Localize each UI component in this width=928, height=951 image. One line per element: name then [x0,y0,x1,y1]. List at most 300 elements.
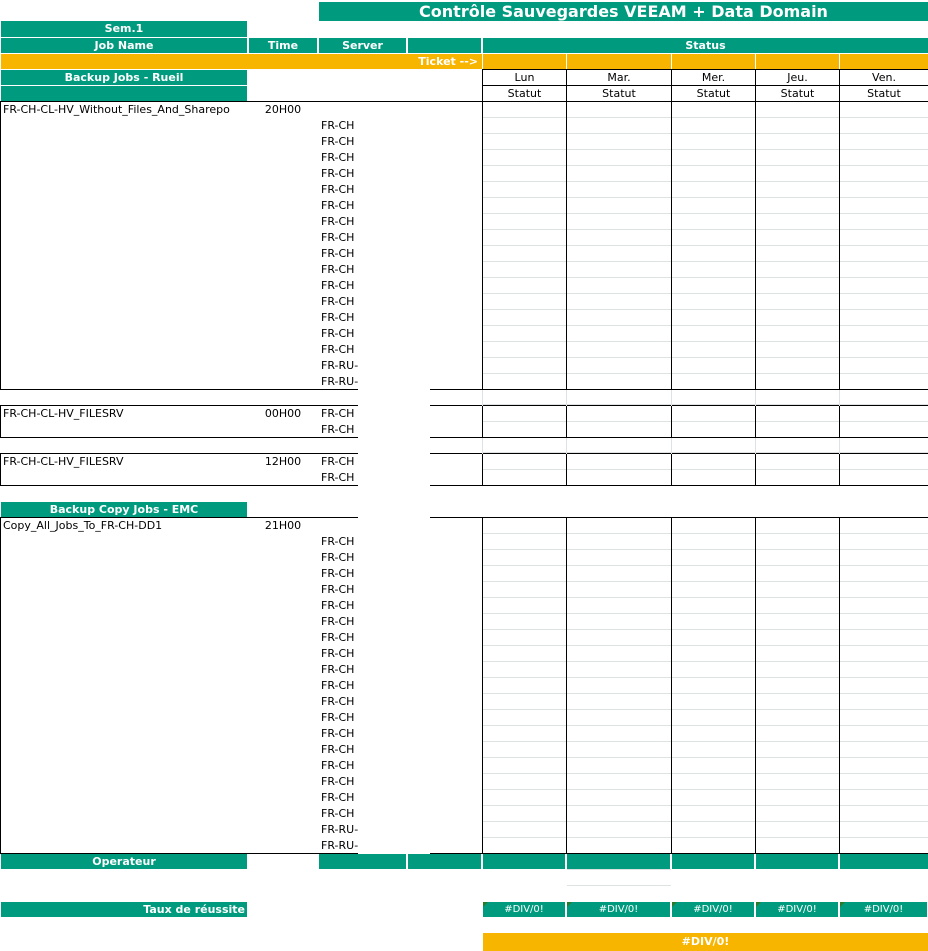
operateur-mer-cell[interactable] [672,854,754,869]
day-header: Ven. [872,71,896,84]
server-name: FR-CH [321,535,355,548]
status-cell[interactable] [483,838,565,853]
status-cell[interactable] [840,134,927,149]
status-cell[interactable] [756,102,838,117]
server-name: FR-CH [321,711,355,724]
operateur-jeu-cell[interactable] [756,854,838,869]
day-success-rate: #DIV/0! [567,902,670,917]
status-cell[interactable] [567,134,670,149]
job-name: FR-CH-CL-HV_Without_Files_And_Sharepo [3,103,230,116]
status-cell[interactable] [483,566,565,581]
status-cell[interactable] [756,566,838,581]
status-cell[interactable] [672,406,754,421]
status-cell[interactable] [672,310,754,325]
status-cell[interactable] [672,134,754,149]
server-name: FR-CH [321,583,355,596]
status-cell[interactable] [756,262,838,277]
status-cell[interactable] [840,342,927,357]
week-label: Sem.1 [1,21,247,37]
status-cell[interactable] [672,326,754,341]
status-cell[interactable] [483,358,565,373]
status-cell[interactable] [483,294,565,309]
server-name: FR-CH [321,455,355,468]
status-cell[interactable] [756,646,838,661]
status-cell[interactable] [672,806,754,821]
status-cell[interactable] [840,630,927,645]
status-cell[interactable] [672,710,754,725]
job-time: 20H00 [264,103,302,116]
status-cell[interactable] [567,838,670,853]
status-cell[interactable] [840,614,927,629]
status-cell[interactable] [840,758,927,773]
status-cell[interactable] [567,630,670,645]
status-cell[interactable] [840,566,927,581]
status-cell[interactable] [672,470,754,485]
status-cell[interactable] [483,678,565,693]
server-name: FR-CH [321,791,355,804]
status-cell[interactable] [840,646,927,661]
server-name: FR-CH [321,279,355,292]
header-time: Time [249,38,317,53]
status-cell[interactable] [756,726,838,741]
status-cell[interactable] [567,518,670,533]
status-cell[interactable] [483,310,565,325]
status-cell[interactable] [672,214,754,229]
status-cell[interactable] [483,246,565,261]
status-cell[interactable] [840,294,927,309]
status-cell[interactable] [483,326,565,341]
status-cell[interactable] [840,470,927,485]
status-cell[interactable] [840,662,927,677]
server-name: FR-CH [321,471,355,484]
day-success-rate: #DIV/0! [672,902,754,917]
status-cell[interactable] [672,790,754,805]
status-cell[interactable] [840,822,927,837]
status-cell[interactable] [840,582,927,597]
status-cell[interactable] [840,598,927,613]
status-cell[interactable] [672,678,754,693]
status-cell[interactable] [672,262,754,277]
status-cell[interactable] [672,294,754,309]
status-cell[interactable] [483,118,565,133]
sheet-title: Contrôle Sauvegardes VEEAM + Data Domain [319,2,928,21]
status-cell[interactable] [567,150,670,165]
status-cell[interactable] [756,214,838,229]
server-name: FR-CH [321,135,355,148]
status-cell[interactable] [756,182,838,197]
status-cell[interactable] [567,710,670,725]
error-indicator-icon [840,902,845,907]
operateur-mar-cell[interactable] [567,854,670,869]
header-server: Server [319,38,406,53]
status-cell[interactable] [840,550,927,565]
status-cell[interactable] [756,150,838,165]
status-cell[interactable] [672,342,754,357]
status-cell[interactable] [756,246,838,261]
status-cell[interactable] [672,822,754,837]
error-indicator-icon [672,902,677,907]
status-cell[interactable] [483,822,565,837]
status-cell[interactable] [756,806,838,821]
status-cell[interactable] [567,614,670,629]
status-cell[interactable] [756,166,838,181]
status-cell[interactable] [756,582,838,597]
status-cell[interactable] [483,422,565,437]
job-time: 00H00 [264,407,302,420]
status-cell[interactable] [567,678,670,693]
status-cell[interactable] [756,470,838,485]
statut-header: Statut [602,87,636,100]
server-name: FR-CH [321,759,355,772]
day-success-rate: #DIV/0! [483,902,565,917]
server-name: FR-RU- [321,359,359,372]
status-cell[interactable] [756,710,838,725]
status-cell[interactable] [567,310,670,325]
server-name: FR-CH [321,807,355,820]
status-cell[interactable] [672,166,754,181]
status-cell[interactable] [567,278,670,293]
status-cell[interactable] [567,774,670,789]
status-cell[interactable] [483,278,565,293]
status-cell[interactable] [756,614,838,629]
status-cell[interactable] [483,806,565,821]
status-cell[interactable] [567,550,670,565]
status-cell[interactable] [756,278,838,293]
operateur-server-cell[interactable] [319,854,406,869]
status-cell[interactable] [840,230,927,245]
status-cell[interactable] [840,102,927,117]
status-cell[interactable] [672,630,754,645]
status-cell[interactable] [483,374,565,389]
status-cell[interactable] [567,406,670,421]
status-cell[interactable] [567,598,670,613]
status-cell[interactable] [567,726,670,741]
status-cell[interactable] [483,342,565,357]
server-name: FR-RU- [321,823,359,836]
status-cell[interactable] [483,134,565,149]
status-cell[interactable] [756,134,838,149]
status-cell[interactable] [672,246,754,261]
server-name: FR-CH [321,343,355,356]
operateur-blank-cell[interactable] [408,854,481,869]
section-rueil: Backup Jobs - Rueil [1,70,247,85]
status-cell[interactable] [567,166,670,181]
status-cell[interactable] [567,806,670,821]
job-time: 12H00 [264,455,302,468]
status-cell[interactable] [756,294,838,309]
status-cell[interactable] [840,774,927,789]
status-cell[interactable] [840,518,927,533]
status-cell[interactable] [840,694,927,709]
job-time: 21H00 [264,519,302,532]
status-cell[interactable] [567,454,670,469]
status-cell[interactable] [483,630,565,645]
status-cell[interactable] [483,646,565,661]
status-cell[interactable] [483,406,565,421]
server-name: FR-CH [321,311,355,324]
status-cell[interactable] [840,214,927,229]
status-cell[interactable] [672,646,754,661]
status-cell[interactable] [672,694,754,709]
status-cell[interactable] [567,246,670,261]
status-cell[interactable] [840,534,927,549]
server-name: FR-CH [321,247,355,260]
status-cell[interactable] [756,422,838,437]
server-name: FR-CH [321,407,355,420]
status-cell[interactable] [756,406,838,421]
status-cell[interactable] [840,838,927,853]
status-cell[interactable] [567,790,670,805]
status-cell[interactable] [840,278,927,293]
status-cell[interactable] [483,262,565,277]
day-success-rate: #DIV/0! [840,902,927,917]
status-cell[interactable] [483,182,565,197]
status-cell[interactable] [567,102,670,117]
status-cell[interactable] [756,742,838,757]
status-cell[interactable] [567,358,670,373]
server-name: FR-CH [321,231,355,244]
status-cell[interactable] [840,150,927,165]
status-cell[interactable] [672,278,754,293]
status-cell[interactable] [840,374,927,389]
day-header: Mar. [607,71,631,84]
taux-label: Taux de réussite [1,902,247,917]
header-blank [408,38,481,53]
status-cell[interactable] [567,822,670,837]
error-indicator-icon [483,902,488,907]
operateur-label: Operateur [1,854,247,869]
status-cell[interactable] [672,566,754,581]
error-indicator-icon [567,902,572,907]
status-cell[interactable] [483,166,565,181]
status-cell[interactable] [672,422,754,437]
server-name: FR-CH [321,199,355,212]
status-cell[interactable] [567,198,670,213]
status-cell[interactable] [840,742,927,757]
header-status: Status [483,38,928,53]
server-name: FR-CH [321,183,355,196]
status-cell[interactable] [483,582,565,597]
statut-header: Statut [507,87,542,100]
status-cell[interactable] [567,742,670,757]
status-cell[interactable] [483,150,565,165]
status-cell[interactable] [672,534,754,549]
section-rueil-filler [1,86,247,101]
status-cell[interactable] [483,758,565,773]
status-cell[interactable] [672,550,754,565]
server-name: FR-CH [321,775,355,788]
status-cell[interactable] [840,806,927,821]
status-cell[interactable] [756,550,838,565]
status-cell[interactable] [483,710,565,725]
status-cell[interactable] [756,694,838,709]
status-cell[interactable] [567,294,670,309]
status-cell[interactable] [483,214,565,229]
error-indicator-icon [756,902,761,907]
status-cell[interactable] [567,374,670,389]
status-cell[interactable] [756,310,838,325]
status-cell[interactable] [483,550,565,565]
status-cell[interactable] [672,758,754,773]
status-cell[interactable] [672,454,754,469]
server-name: FR-CH [321,647,355,660]
section-emc: Backup Copy Jobs - EMC [1,502,247,517]
status-cell[interactable] [567,118,670,133]
status-cell[interactable] [483,614,565,629]
server-name: FR-CH [321,679,355,692]
total-rate: #DIV/0! [483,933,928,951]
status-cell[interactable] [567,230,670,245]
status-cell[interactable] [840,710,927,725]
status-cell[interactable] [756,534,838,549]
status-cell[interactable] [840,678,927,693]
status-cell[interactable] [672,614,754,629]
server-name: FR-CH [321,567,355,580]
status-cell[interactable] [756,630,838,645]
statut-header: Statut [780,87,815,100]
status-cell[interactable] [567,566,670,581]
server-name: FR-CH [321,743,355,756]
server-name: FR-CH [321,551,355,564]
status-cell[interactable] [483,534,565,549]
job-name: FR-CH-CL-HV_FILESRV [3,455,124,468]
server-name: FR-CH [321,727,355,740]
status-cell[interactable] [567,342,670,357]
status-cell[interactable] [840,726,927,741]
status-cell[interactable] [567,182,670,197]
status-cell[interactable] [756,678,838,693]
status-cell[interactable] [756,662,838,677]
server-name: FR-CH [321,151,355,164]
status-cell[interactable] [756,598,838,613]
status-cell[interactable] [840,326,927,341]
status-cell[interactable] [840,406,927,421]
server-name: FR-CH [321,695,355,708]
status-cell[interactable] [567,758,670,773]
ticket-label: Ticket --> [418,55,478,68]
status-cell[interactable] [756,342,838,357]
status-cell[interactable] [567,694,670,709]
status-cell[interactable] [672,150,754,165]
server-name: FR-CH [321,631,355,644]
status-cell[interactable] [756,774,838,789]
status-cell[interactable] [756,374,838,389]
status-cell[interactable] [483,662,565,677]
server-name: FR-CH [321,167,355,180]
status-cell[interactable] [672,598,754,613]
status-cell[interactable] [840,198,927,213]
status-cell[interactable] [840,454,927,469]
status-cell[interactable] [567,470,670,485]
server-name: FR-CH [321,119,355,132]
status-cell[interactable] [840,262,927,277]
status-cell[interactable] [672,742,754,757]
status-cell[interactable] [756,358,838,373]
status-cell[interactable] [840,422,927,437]
status-cell[interactable] [672,230,754,245]
header-job-name: Job Name [1,38,247,53]
server-name: FR-CH [321,263,355,276]
status-cell[interactable] [483,742,565,757]
server-name: FR-CH [321,615,355,628]
status-cell[interactable] [840,790,927,805]
status-cell[interactable] [672,102,754,117]
operateur-lun-cell[interactable] [483,854,565,869]
statut-header: Statut [696,87,731,100]
status-cell[interactable] [672,662,754,677]
status-cell[interactable] [567,582,670,597]
status-cell[interactable] [483,454,565,469]
status-cell[interactable] [756,518,838,533]
status-cell[interactable] [483,198,565,213]
status-cell[interactable] [483,790,565,805]
status-cell[interactable] [756,790,838,805]
status-cell[interactable] [756,230,838,245]
status-cell[interactable] [672,726,754,741]
status-cell[interactable] [672,358,754,373]
status-cell[interactable] [840,166,927,181]
status-cell[interactable] [483,230,565,245]
status-cell[interactable] [672,182,754,197]
status-cell[interactable] [672,518,754,533]
status-cell[interactable] [483,726,565,741]
status-cell[interactable] [672,838,754,853]
status-cell[interactable] [483,774,565,789]
server-name: FR-CH [321,663,355,676]
status-cell[interactable] [840,310,927,325]
status-cell[interactable] [567,262,670,277]
status-cell[interactable] [672,374,754,389]
status-cell[interactable] [483,598,565,613]
status-cell[interactable] [756,454,838,469]
server-name: FR-CH [321,599,355,612]
status-cell[interactable] [672,582,754,597]
status-cell[interactable] [840,246,927,261]
status-cell[interactable] [567,662,670,677]
status-cell[interactable] [840,182,927,197]
operateur-ven-cell[interactable] [840,854,928,869]
job-name: FR-CH-CL-HV_FILESRV [3,407,124,420]
status-cell[interactable] [483,518,565,533]
server-name: FR-CH [321,327,355,340]
job-name: Copy_All_Jobs_To_FR-CH-DD1 [3,519,163,532]
status-cell[interactable] [567,534,670,549]
day-success-rate: #DIV/0! [756,902,838,917]
status-cell[interactable] [840,118,927,133]
status-cell[interactable] [483,470,565,485]
day-header: Lun [514,71,535,84]
server-name: FR-RU- [321,839,359,852]
status-cell[interactable] [672,774,754,789]
day-header: Jeu. [787,71,808,84]
status-cell[interactable] [567,326,670,341]
status-cell[interactable] [756,326,838,341]
status-cell[interactable] [567,214,670,229]
status-cell[interactable] [567,422,670,437]
server-name: FR-RU- [321,375,359,388]
status-cell[interactable] [756,838,838,853]
status-cell[interactable] [756,822,838,837]
status-cell[interactable] [756,118,838,133]
status-cell[interactable] [840,358,927,373]
status-cell[interactable] [672,118,754,133]
status-cell[interactable] [756,758,838,773]
status-cell[interactable] [756,198,838,213]
status-cell[interactable] [483,694,565,709]
status-cell[interactable] [483,102,565,117]
status-cell[interactable] [567,646,670,661]
status-cell[interactable] [672,198,754,213]
